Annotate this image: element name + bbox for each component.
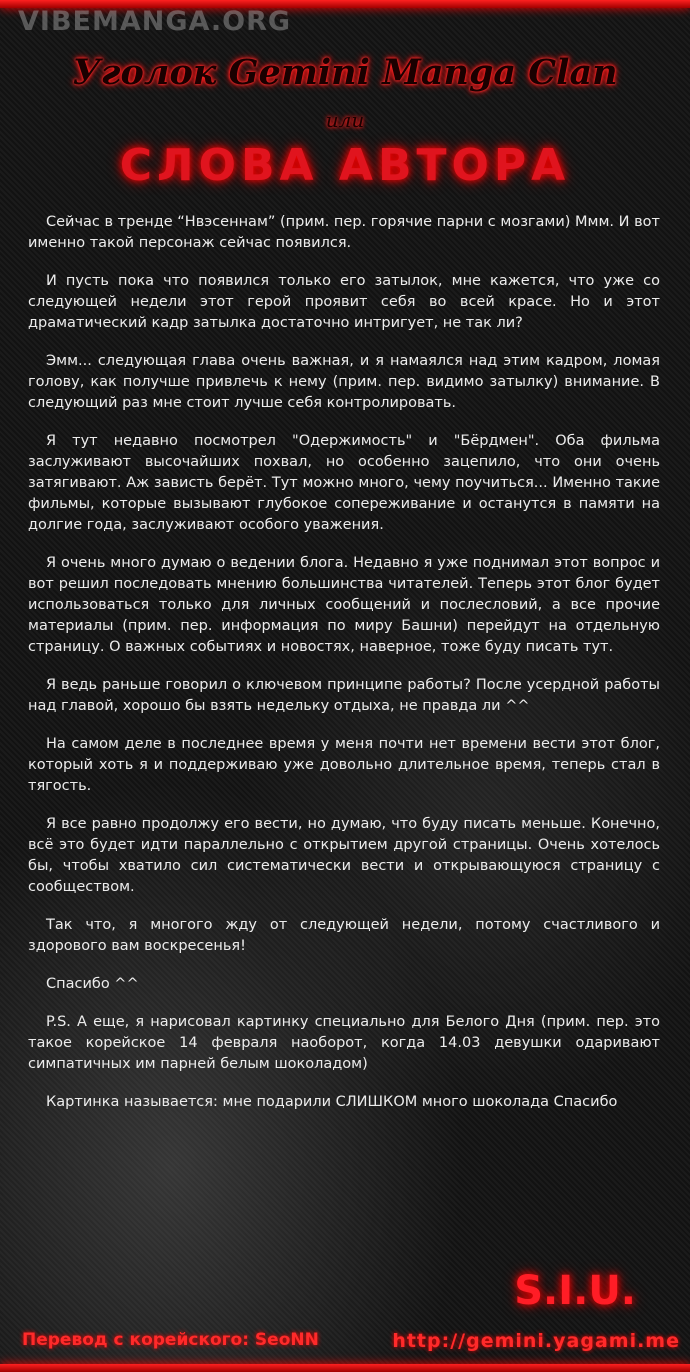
author-notes-body <box>28 212 660 1130</box>
section-heading: СЛОВА АВТОРА <box>119 140 571 191</box>
paragraph-12: Картинка называется: мне подарили СЛИШКОМ много шоколада Спасибо <box>46 1094 618 1110</box>
paragraph-1: Сейчас в тренде “Нвэсеннам” (прим. пер. горячие парни с мозгами) Ммм. И вот именно такой персонаж сейчас появился. <box>28 214 660 251</box>
paragraph-7: На самом деле в последнее время у меня почти нет времени вести этот блог, который хоть я и поддерживаю уже довольно длительное время, теперь стал в тягость. <box>28 736 660 794</box>
paragraph-3: Эмм... следующая глава очень важная, и я намаялся над этим кадром, ломая голову, как получше привлечь к нему (прим. пер. видимо затылку) внимание. В следующий раз мне стоит лучше себя контролировать. <box>28 353 660 411</box>
paragraph-4: Я тут недавно посмотрел "Одержимость" и "Бёрдмен". Оба фильма заслуживают высочайших похвал, но особенно зацепило, что они очень затягивают. Аж зависть берёт. Тут можно много, чему поучиться... Именно такие фильмы, которые вызывают глубокое сопереживание и останутся в памяти на долгие года, заслуживают особого уважения. <box>28 433 660 533</box>
paragraph-10: Спасибо ^^ <box>46 976 139 992</box>
paragraph-5: Я очень много думаю о ведении блога. Недавно я уже поднимал этот вопрос и вот решил последовать мнению большинства читателей. Теперь этот блог будет использоваться только для личных сообщений и послесловий, а все прочие материалы (прим. пер. информация по миру Башни) перейдут на отдельную страницу. О важных событиях и новостях, наверное, тоже буду писать тут. <box>28 555 660 655</box>
page-subtitle: или <box>325 108 365 132</box>
paragraph-6: Я ведь раньше говорил о ключевом принципе работы? После усердной работы над главой, хорошо бы взять недельку отдыха, не правда ли ^^ <box>28 677 660 714</box>
paragraph-8: Я все равно продолжу его вести, но думаю, что буду писать меньше. Конечно, всё это будет идти параллельно с открытием другой страницы. Очень хотелось бы, чтобы хватило сил систематически вести и открывающуюся страницу с сообществом. <box>28 816 660 895</box>
bottom-red-bar <box>0 1364 690 1372</box>
watermark: VIBEMANGA.ORG <box>18 6 292 37</box>
paragraph-2: И пусть пока что появился только его затылок, мне кажется, что уже со следующей недели этот герой проявит себя во всей красе. Но и этот драматический кадр затылка достаточно интригует, не так ли? <box>28 273 660 331</box>
signature: S.I.U. <box>514 1268 636 1314</box>
site-link[interactable]: http://gemini.yagami.me <box>392 1330 680 1352</box>
paragraph-11: P.S. А еще, я нарисовал картинку специально для Белого Дня (прим. пер. это такое корейское 14 февраля наоборот, когда 14.03 девушки одаривают симпатичных им парней белым шоколадом) <box>28 1014 660 1072</box>
paragraph-9: Так что, я многого жду от следующей недели, потому счастливого и здорового вам воскресенья! <box>28 917 660 954</box>
page-title: Уголок Gemini Manga Clan <box>72 52 618 93</box>
translator-credit: Перевод с корейского: SeoNN <box>22 1330 319 1350</box>
